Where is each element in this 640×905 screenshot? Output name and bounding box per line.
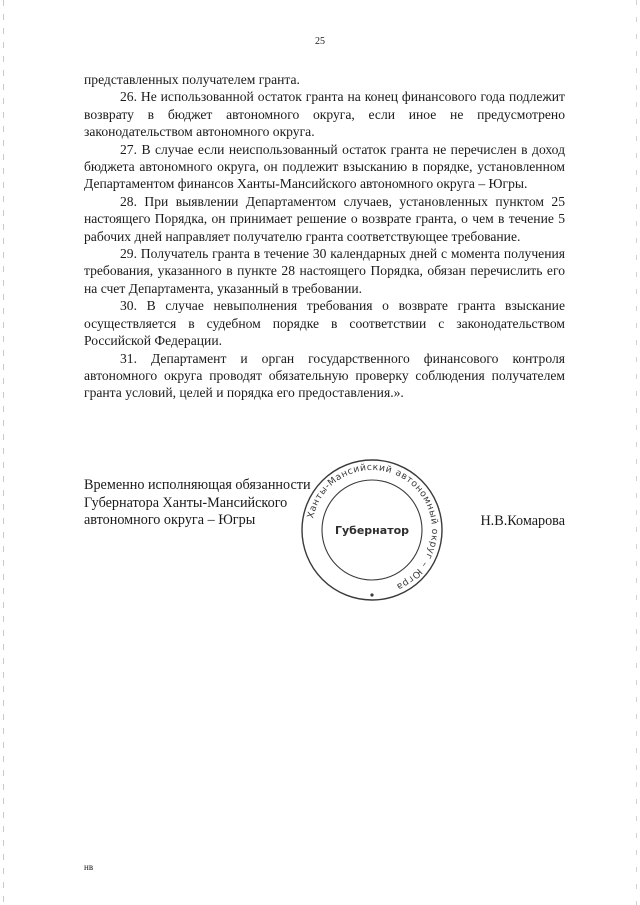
signatory-name: Н.В.Комарова [480, 513, 565, 529]
signatory-title-line: автономного округа – Югры [84, 512, 256, 529]
body-text [84, 71, 565, 402]
paragraph: 26. Не использованной остаток гранта на конец финансового года подлежит возврату в бюджет автономного округа, если иное не предусмотрено законодательством автономного округа. [84, 89, 565, 140]
seal-ring-text: Ханты-Мансийский автономный округ – Югра [305, 461, 441, 593]
page-number: 25 [315, 36, 325, 47]
signatory-title-line: Временно исполняющая обязанности [84, 477, 311, 493]
scan-edge-left [3, 0, 4, 905]
seal-dot [370, 593, 373, 596]
paragraph: 28. При выявлении Департаментом случаев, установленных пунктом 25 настоящего Порядка, он принимает решение о возврате гранта, о чем в течение 5 рабочих дней направляет получателю гранта соответствующее требование. [84, 193, 565, 244]
seal-center-text: Губернатор [334, 524, 410, 537]
paragraph: представленных получателем гранта. [84, 72, 300, 87]
paragraph: 30. В случае невыполнения требования о возврате гранта взыскание осуществляется в судебном порядке в соответствии с законодательством Российской Федерации. [84, 298, 565, 349]
scan-edge-right [636, 0, 637, 905]
paragraph: 29. Получатель гранта в течение 30 календарных дней с момента получения требования, указанного в пункте 28 настоящего Порядка, обязан перечислить его на счет Департамента, указанный в требовании. [84, 246, 565, 296]
signature-block [84, 461, 565, 597]
signatory-title-line: Губернатора Ханты-Мансийского [84, 494, 288, 511]
paragraph: 31. Департамент и орган государственного финансового контроля автономного округа проводят обязательную проверку соблюдения получателем гранта условий, целей и порядка его предоставления.». [84, 350, 565, 401]
official-seal [297, 455, 447, 605]
footer-code: нв [84, 862, 94, 872]
paragraph: 27. В случае если неиспользованный остаток гранта не перечислен в доход бюджета автономного округа, он подлежит взысканию в порядке, установленном Департаментом финансов Ханты-Мансийского автономного округа – Югры. [84, 141, 565, 192]
